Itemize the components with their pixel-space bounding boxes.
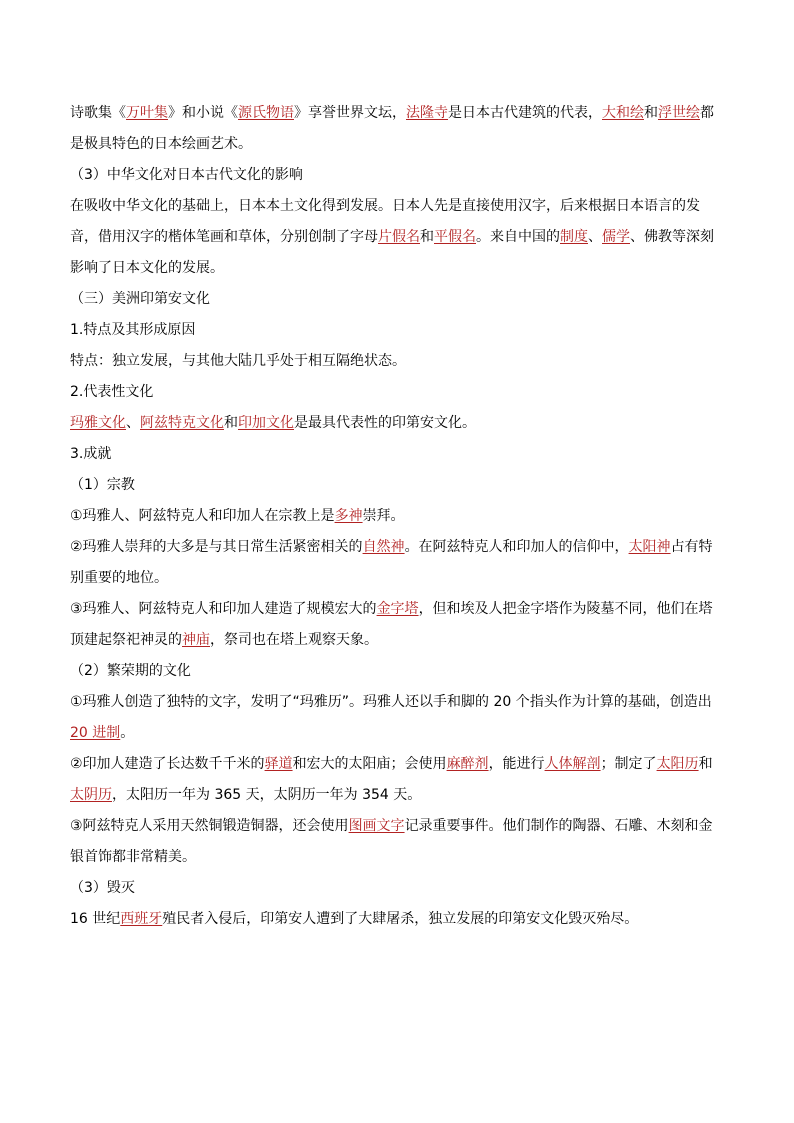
text-line-15 (70, 532, 724, 563)
key-term: 制度 (560, 229, 588, 245)
text-line-3 (70, 160, 724, 191)
text-line-16 (70, 563, 724, 594)
text-line-8 (70, 315, 724, 346)
text-segment: ；制定了 (600, 756, 657, 772)
key-term: 印加文化 (238, 415, 294, 431)
text-segment: ②玛雅人崇拜的大多是与其日常生活紧密相关的 (70, 539, 363, 555)
text-segment: 占有特 (670, 539, 713, 555)
text-segment: 》享誉世界文坛， (294, 105, 406, 121)
key-term: 金字塔 (376, 601, 419, 617)
key-term: 自然神 (362, 539, 405, 555)
text-segment: 顶建起祭祀神灵的 (70, 632, 182, 648)
text-segment: （1）宗教 (70, 477, 135, 493)
text-line-9 (70, 346, 724, 377)
text-segment: 、佛教等深刻 (630, 229, 714, 245)
text-segment: 。在阿兹特克人和印加人的信仰中， (404, 539, 629, 555)
text-line-21 (70, 718, 724, 749)
key-term: 神庙 (182, 632, 210, 648)
text-segment: 影响了日本文化的发展。 (70, 260, 224, 276)
text-line-6 (70, 253, 724, 284)
key-term: 太阳神 (628, 539, 671, 555)
key-term: 儒学 (602, 229, 630, 245)
text-segment: 》和小说《 (168, 105, 238, 121)
text-line-14 (70, 501, 724, 532)
text-segment: 和宏大的太阳庙；会使用 (292, 756, 447, 772)
text-segment: 在吸收中华文化的基础上，日本本土文化得到发展。日本人先是直接使用汉字，后来根据日本语言的发 (70, 198, 700, 214)
text-line-18 (70, 625, 724, 656)
key-term: 阿兹特克文化 (140, 415, 224, 431)
key-term: 西班牙 (120, 911, 163, 927)
key-term: 浮世绘 (658, 105, 700, 121)
key-term: 太阳历 (656, 756, 699, 772)
text-line-4 (70, 191, 724, 222)
key-term: 万叶集 (126, 105, 168, 121)
key-term: 法隆寺 (406, 105, 448, 121)
text-segment: 。 (120, 725, 135, 741)
text-segment: 和 (420, 229, 434, 245)
text-line-20 (70, 687, 724, 718)
text-segment: ②印加人建造了长达数千千米的 (70, 756, 265, 772)
text-segment: 和 (698, 756, 713, 772)
text-line-5 (70, 222, 724, 253)
text-line-26 (70, 873, 724, 904)
text-segment: 3.成就 (70, 446, 112, 462)
text-line-13 (70, 470, 724, 501)
key-term: 20 进制 (70, 725, 121, 741)
text-segment: ①玛雅人创造了独特的文字，发明了“玛雅历”。玛雅人还以手和脚的 20 个指头作为计算的基础，创造出 (70, 694, 712, 710)
key-term: 多神 (334, 508, 363, 524)
text-segment: （三）美洲印第安文化 (70, 291, 210, 307)
text-segment: 记录重要事件。他们制作的陶器、石雕、木刻和金 (404, 818, 713, 834)
text-line-10 (70, 377, 724, 408)
text-segment: 、 (588, 229, 602, 245)
text-line-12 (70, 439, 724, 470)
text-segment: ，能进行 (488, 756, 545, 772)
text-segment: ，太阳历一年为 365 天，太阴历一年为 354 天。 (112, 787, 422, 803)
text-line-24 (70, 811, 724, 842)
text-segment: ①玛雅人、阿兹特克人和印加人在宗教上是 (70, 508, 335, 524)
key-term: 人体解剖 (544, 756, 601, 772)
text-segment: 是日本古代建筑的代表， (448, 105, 602, 121)
text-segment: 、 (126, 415, 140, 431)
text-line-25 (70, 842, 724, 873)
text-segment: 2.代表性文化 (70, 384, 154, 400)
text-segment: 别重要的地位。 (70, 570, 168, 586)
text-segment: 崇拜。 (362, 508, 405, 524)
text-segment: 和 (224, 415, 238, 431)
text-line-17 (70, 594, 724, 625)
text-segment: （2）繁荣期的文化 (70, 663, 191, 679)
text-segment: 是极具特色的日本绘画艺术。 (70, 136, 252, 152)
key-term: 玛雅文化 (70, 415, 126, 431)
text-line-7 (70, 284, 724, 315)
text-segment: （3）中华文化对日本古代文化的影响 (70, 167, 303, 183)
text-segment: 音，借用汉字的楷体笔画和草体，分别创制了字母 (70, 229, 378, 245)
text-line-22 (70, 749, 724, 780)
text-line-19 (70, 656, 724, 687)
text-segment: （3）毁灭 (70, 880, 135, 896)
key-term: 源氏物语 (238, 105, 294, 121)
key-term: 平假名 (434, 229, 476, 245)
key-term: 大和绘 (602, 105, 644, 121)
text-line-23 (70, 780, 724, 811)
text-segment: 16 世纪 (70, 911, 121, 927)
text-segment: 是最具代表性的印第安文化。 (294, 415, 476, 431)
key-term: 太阴历 (70, 787, 112, 803)
key-term: 驿道 (264, 756, 293, 772)
text-segment: 殖民者入侵后，印第安人遭到了大肆屠杀，独立发展的印第安文化毁灭殆尽。 (162, 911, 639, 927)
text-segment: 都 (700, 105, 714, 121)
text-segment: ③玛雅人、阿兹特克人和印加人建造了规模宏大的 (70, 601, 377, 617)
text-segment: 诗歌集《 (70, 105, 126, 121)
text-line-2 (70, 129, 724, 160)
text-segment: ③阿兹特克人采用天然铜锻造铜器，还会使用 (70, 818, 349, 834)
text-segment: 特点：独立发展，与其他大陆几乎处于相互隔绝状态。 (70, 353, 406, 369)
key-term: 麻醉剂 (446, 756, 489, 772)
key-term: 图画文字 (348, 818, 405, 834)
text-line-1 (70, 98, 724, 129)
text-line-27 (70, 904, 724, 935)
text-segment: ，但和埃及人把金字塔作为陵墓不同，他们在塔 (418, 601, 713, 617)
key-term: 片假名 (378, 229, 420, 245)
text-segment: 1.特点及其形成原因 (70, 322, 196, 338)
text-segment: 。来自中国的 (476, 229, 560, 245)
text-line-11 (70, 408, 724, 439)
text-segment: 和 (644, 105, 658, 121)
text-segment: 银首饰都非常精美。 (70, 849, 196, 865)
text-segment: ，祭司也在塔上观察天象。 (210, 632, 378, 648)
